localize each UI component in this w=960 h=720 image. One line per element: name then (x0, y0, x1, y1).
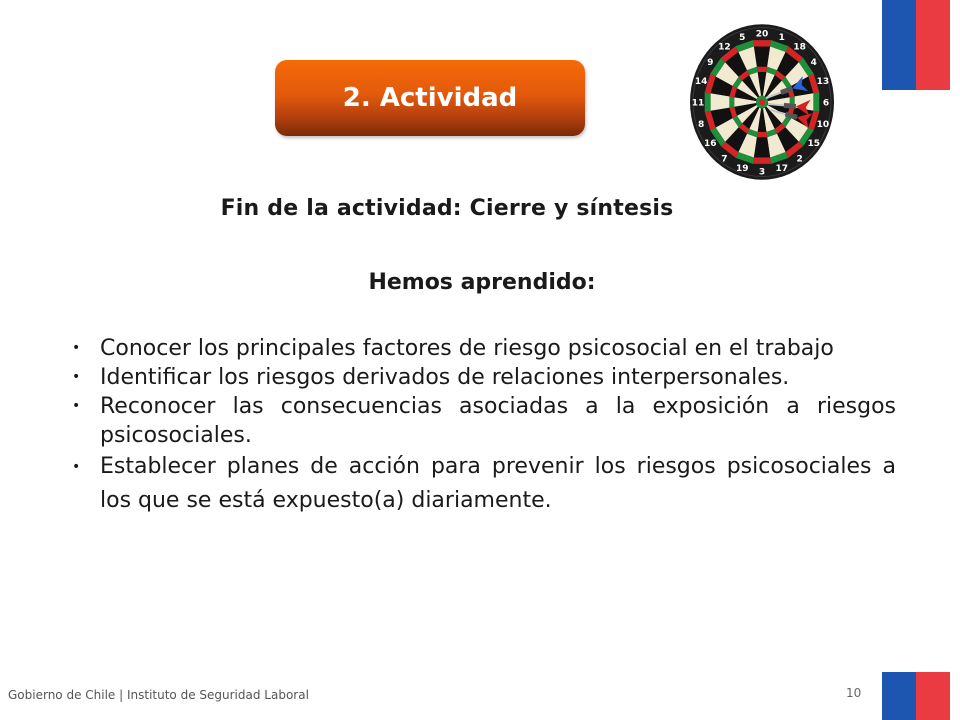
list-item: • Conocer los principales factores de riesgo psicosocial en el trabajo (72, 336, 834, 361)
dartboard-number: 4 (810, 57, 817, 68)
dartboard-number: 18 (793, 42, 806, 53)
footer-text: Gobierno de Chile | Instituto de Seguridad Laboral (8, 688, 309, 702)
dartboard-number: 9 (707, 57, 714, 68)
dartboard-number: 11 (691, 98, 705, 109)
activity-title-label: 2. Actividad (342, 83, 518, 113)
dartboard-number: 2 (796, 154, 803, 165)
dartboard-number: 19 (735, 164, 749, 175)
dartboard-number: 7 (721, 154, 728, 165)
dartboard-number: 17 (775, 164, 789, 175)
dartboard-number: 16 (703, 139, 717, 150)
learned-heading: Hemos aprendido: (368, 270, 596, 295)
dartboard-number: 1 (778, 32, 785, 43)
chile-flag-top (882, 0, 950, 90)
section-subtitle: Fin de la actividad: Cierre y síntesis (220, 196, 674, 221)
dartboard-number: 14 (694, 77, 708, 88)
page-number: 10 (846, 686, 862, 700)
dartboard-number: 15 (807, 139, 821, 150)
dartboard-number: 20 (755, 29, 769, 40)
list-item: • Establecer planes de acción para prevenir los riesgos psicosociales a los que se está expuesto(a) diariamente. (72, 454, 896, 513)
dartboard-number: 6 (822, 98, 830, 109)
dartboard-number: 8 (697, 119, 705, 130)
activity-title-button (275, 60, 585, 136)
dartboard-number: 10 (816, 119, 830, 130)
dartboard-number: 3 (758, 167, 766, 178)
dartboard-number: 12 (718, 42, 731, 53)
list-item: • Reconocer las consecuencias asociadas a la exposición a riesgos psicosociales. (72, 394, 896, 448)
list-item: • Identificar los riesgos derivados de relaciones interpersonales. (72, 365, 790, 390)
learning-list (70, 334, 896, 518)
dartboard-number: 13 (816, 77, 830, 88)
chile-flag-bottom (882, 672, 950, 720)
dartboard-icon (688, 18, 838, 183)
dartboard-number: 5 (739, 32, 746, 43)
